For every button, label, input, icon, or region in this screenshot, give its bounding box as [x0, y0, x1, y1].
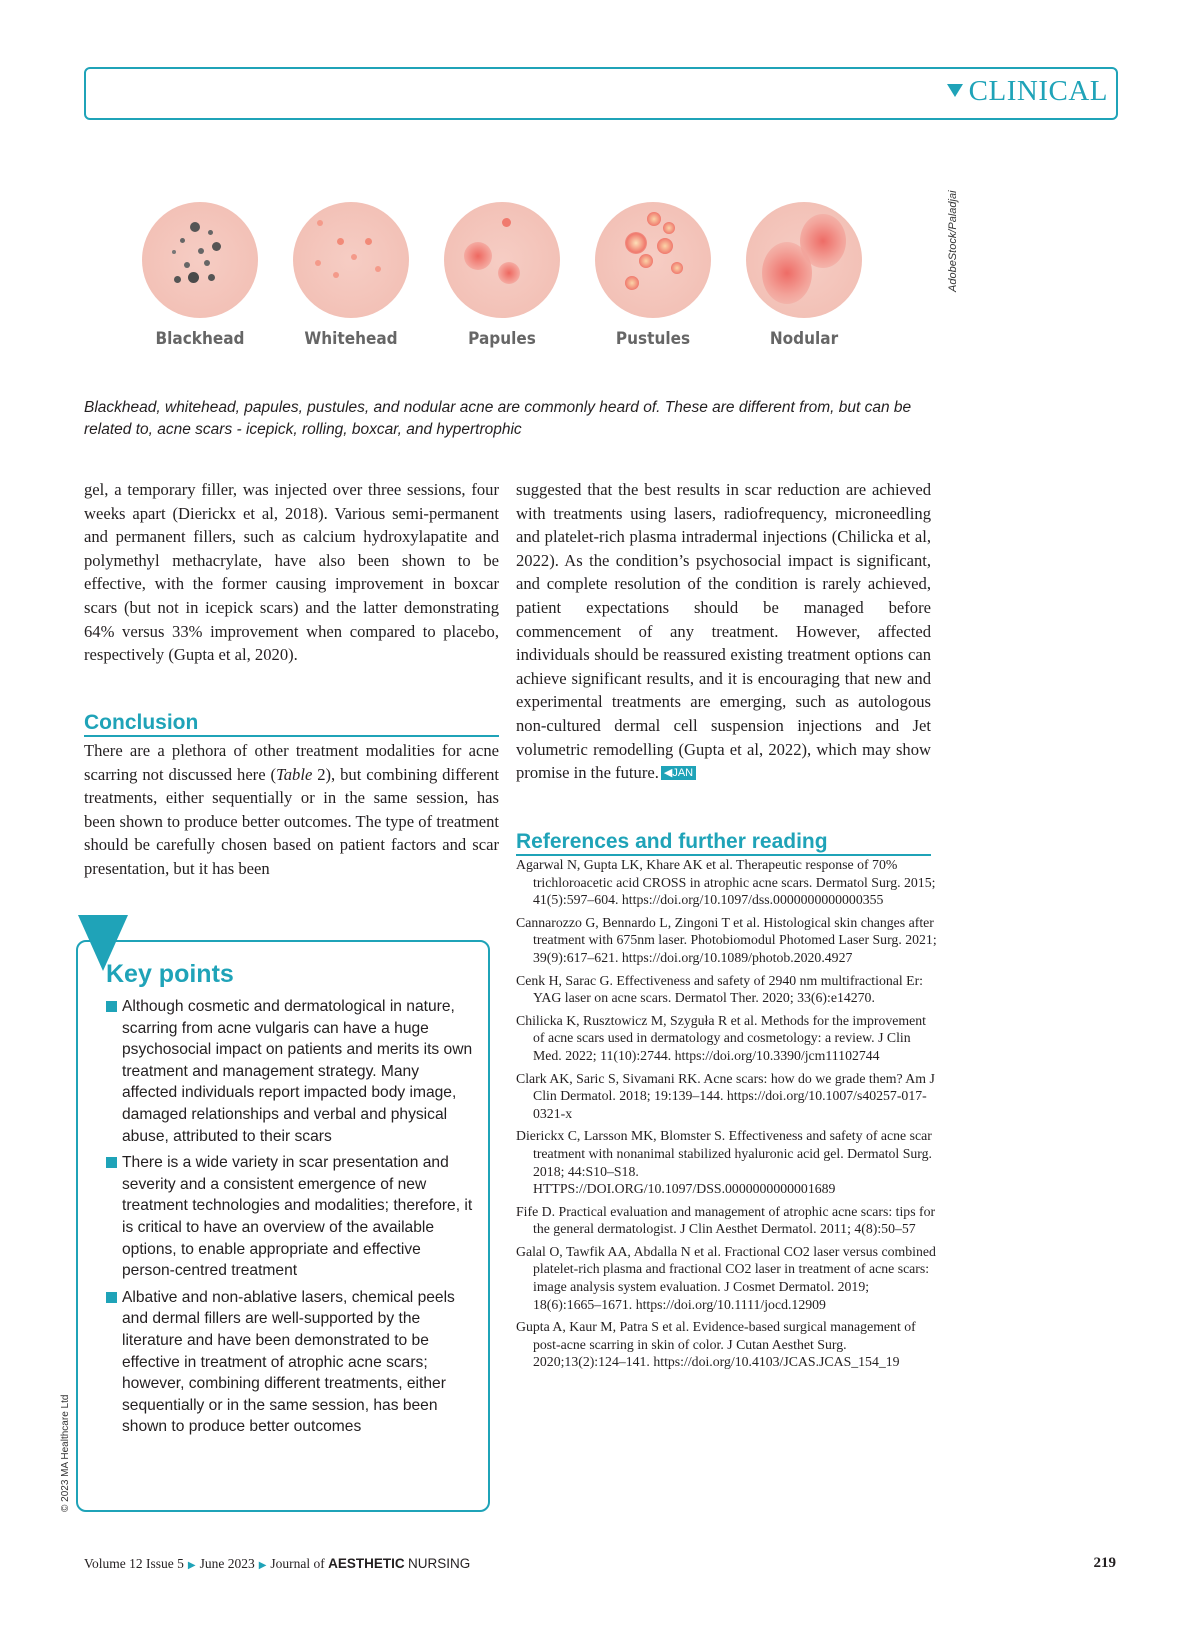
end-of-article-badge: ◀JAN: [661, 766, 696, 780]
triangle-right-icon: ▶: [258, 1560, 267, 1571]
key-point-item: Although cosmetic and dermatological in nature, scarring from acne vulgaris can have a huge psychosocial impact on patients and merits its own treatment and management strategy. Many affected individuals report impacted body image, damaged relationships and verbal and physical abuse, attributed to their scars: [106, 996, 476, 1147]
whitehead-illustration: [293, 202, 409, 318]
footer-volume: Volume 12 Issue 5: [84, 1556, 184, 1571]
body-paragraph-left-2: There are a plethora of other treatment modalities for acne scarring not discussed here (Table 2), but combining different treatments, either sequentially or in the same session, has been shown to produce better outcomes. The type of treatment should be carefully chosen based on patient factors and scar presentation, but it has been: [84, 741, 499, 878]
pustules-label: Pustules: [615, 329, 691, 349]
key-points-heading: Key points: [106, 960, 234, 988]
triangle-right-icon: ▶: [187, 1560, 196, 1571]
reference-item: Chilicka K, Rusztowicz M, Szyguła R et al. Methods for the improvement of acne scars used in dermatology and cosmetology: a review. J Clin Med. 2022; 11(10):2744. https://doi.org/10.3390/jcm11102744: [516, 1012, 926, 1063]
reference-item: Cenk H, Sarac G. Effectiveness and safety of 2940 nm multifractional Er: YAG laser on acne scars. Dermatol Ther. 2020; 33(6):e14270.: [516, 972, 924, 1006]
blackhead-label: Blackhead: [155, 329, 245, 349]
page-footer: [84, 1556, 470, 1572]
references-list: [516, 856, 936, 1376]
nodular-label: Nodular: [769, 329, 839, 349]
section-label: CLINICAL: [947, 75, 1108, 108]
reference-item: Galal O, Tawfik AA, Abdalla N et al. Fractional CO2 laser versus combined platelet-rich plasma and fractional CO2 laser in treatment of acne scars: image analysis system evaluation. J Cosmet Dermatol. 2019; 18(6):1665–1671. https://doi.org/10.1111/jocd.12909: [516, 1243, 936, 1312]
reference-item: Cannarozzo G, Bennardo L, Zingoni T et al. Histological skin changes after treatment with 675nm laser. Photobiomodul Photomed Laser Surg. 2021; 39(9):617–621. https://doi.org/10.1089/photob.2020.4927: [516, 914, 937, 965]
papules-illustration: [444, 202, 560, 318]
photo-credit: AdobeStock/Paladjai: [947, 190, 959, 292]
square-bullet-icon: [106, 1157, 117, 1168]
nodular-illustration: [746, 202, 862, 318]
whitehead-label: Whitehead: [304, 329, 398, 349]
section-header-bar: [84, 67, 1118, 120]
copyright-notice: © 2023 MA Healthcare Ltd: [60, 1394, 71, 1512]
footer-journal-brand: AESTHETIC: [328, 1556, 405, 1571]
blackhead-illustration: [142, 202, 258, 318]
page-number: 219: [1093, 1555, 1116, 1571]
reference-item: Dierickx C, Larsson MK, Blomster S. Effectiveness and safety of acne scar treatment with nonanimal stabilized hyaluronic acid gel. Dermatol Surg. 2018; 44:S10–S18. HTTPS://DOI.ORG/10.1097/DSS.0000000000001689: [516, 1128, 932, 1197]
reference-item: Fife D. Practical evaluation and management of atrophic acne scars: tips for the general dermatologist. J Clin Aesthet Dermatol. 2011; 4(8):50–57: [516, 1203, 936, 1237]
square-bullet-icon: [106, 1001, 117, 1012]
key-points-list: [106, 996, 476, 1443]
reference-item: Agarwal N, Gupta LK, Khare AK et al. Therapeutic response of 70% trichloroacetic acid CROSS in atrophic acne scars. Dermatol Surg. 2015; 41(5):597–604. https://doi.org/10.1097/dss.0000000000000355: [516, 857, 936, 908]
triangle-down-icon: [947, 84, 963, 97]
reference-item: Clark AK, Saric S, Sivamani RK. Acne scars: how do we grade them? Am J Clin Dermatol. 2018; 19:139–144. https://doi.org/10.1007/s40257-017-0321-x: [516, 1070, 935, 1121]
references-heading: References and further reading: [516, 830, 931, 856]
footer-journal-nursing: NURSING: [408, 1556, 471, 1571]
papules-label: Papules: [468, 329, 536, 349]
body-paragraph-right: suggested that the best results in scar reduction are achieved with treatments using lasers, radiofrequency, microneedling and platelet-rich plasma intradermal injections (Chilicka et al, 2022). As the condition’s psychosocial impact is significant, and complete resolution of the condition is rarely achieved, patient expectations should be managed before commencement of any treatment. However, affected individuals should be reassured existing treatment options can achieve significant results, and it is encouraging that new and experimental treatments are emerging, such as autologous non-cultured dermal cell suspension injections and Jet volumetric remodelling (Gupta et al, 2022), which may show promise in the future. ◀JAN: [516, 480, 931, 783]
key-point-item: Albative and non-ablative lasers, chemical peels and dermal fillers are well-supported by the literature and have been demonstrated to be effective in treatment of atrophic acne scars; however, combining different treatments, either sequentially or in the same session, has been shown to produce better outcomes: [106, 1287, 476, 1438]
footer-date: June 2023: [199, 1556, 255, 1571]
conclusion-heading: Conclusion: [84, 711, 499, 737]
reference-item: Gupta A, Kaur M, Patra S et al. Evidence-based surgical management of post-acne scarring in skin of color. J Cutan Aesthet Surg. 2020;13(2):124–141. https://doi.org/10.4103/JCAS.JCAS_154_19: [516, 1319, 916, 1370]
square-bullet-icon: [106, 1292, 117, 1303]
body-paragraph-left-1: gel, a temporary filler, was injected over three sessions, four weeks apart (Dierickx et al, 2018). Various semi-permanent and permanent fillers, such as calcium hydroxylapatite and polymethyl methacrylate, have also been shown to be effective, with the former causing improvement in boxcar scars (but not in icepick scars) and the latter demonstrating 64% versus 33% improvement when compared to placebo, respectively (Gupta et al, 2020).: [84, 480, 499, 665]
table-reference-link[interactable]: Table: [276, 764, 313, 784]
footer-journal-of: Journal of: [270, 1556, 325, 1571]
pustules-illustration: [595, 202, 711, 318]
key-point-item: There is a wide variety in scar presentation and severity and a consistent emergence of new treatment technologies and modalities; therefore, it is critical to have an overview of the available options, to enable appropriate and effective person-centred treatment: [106, 1152, 476, 1282]
figure-caption: Blackhead, whitehead, papules, pustules, and nodular acne are commonly heard of. These are different from, but can be related to, acne scars - icepick, rolling, boxcar, and hypertrophic: [84, 399, 912, 438]
